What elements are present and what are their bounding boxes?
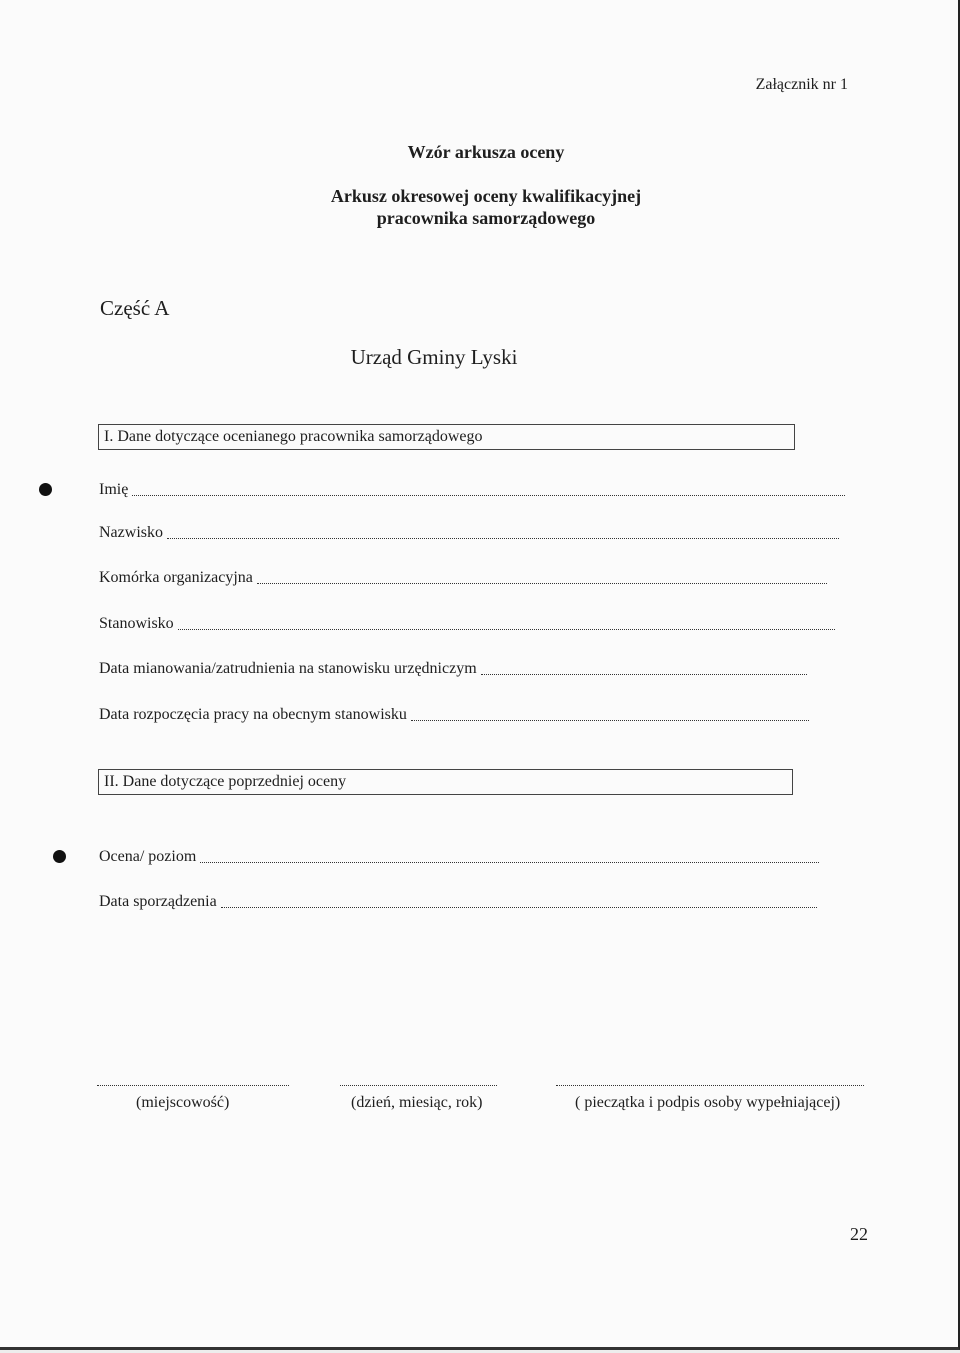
field-label: Komórka organizacyjna <box>99 569 253 586</box>
dotted-fill-line <box>200 861 819 863</box>
signature-label-date: (dzień, miesiąc, rok) <box>351 1094 483 1111</box>
part-label: Część A <box>100 296 170 320</box>
field-label: Data sporządzenia <box>99 893 217 910</box>
office-name: Urząd Gminy Lyski <box>350 345 518 369</box>
dotted-fill-line <box>481 673 807 675</box>
sheet-title-line1: Arkusz okresowej oceny kwalifikacyjnej <box>330 186 642 206</box>
field-prepared-date[interactable] <box>99 893 817 911</box>
dotted-fill-line <box>167 537 839 539</box>
field-label: Imię <box>99 481 129 498</box>
signature-line-stamp[interactable] <box>556 1084 864 1086</box>
field-start-date[interactable] <box>99 706 809 724</box>
dotted-fill-line <box>411 719 809 721</box>
field-label: Stanowisko <box>99 615 174 632</box>
field-label: Nazwisko <box>99 524 163 541</box>
field-label: Data rozpoczęcia pracy na obecnym stanowisku <box>99 706 407 723</box>
field-position[interactable] <box>99 615 835 633</box>
page-number: 22 <box>850 1224 868 1244</box>
dotted-fill-line <box>257 582 827 584</box>
sheet-title-line2: pracownika samorządowego <box>376 208 596 228</box>
dotted-fill-line <box>178 628 835 630</box>
dotted-fill-line <box>132 494 845 496</box>
section2-header: II. Dane dotyczące poprzedniej oceny <box>98 769 793 795</box>
signature-line-place[interactable] <box>97 1084 289 1086</box>
field-department[interactable] <box>99 569 827 587</box>
signature-label-stamp: ( pieczątka i podpis osoby wypełniającej) <box>575 1094 841 1111</box>
signature-line-date[interactable] <box>340 1084 497 1086</box>
punch-hole-mark <box>39 483 52 496</box>
field-grade-level[interactable] <box>99 848 819 866</box>
signature-label-place: (miejscowość) <box>136 1094 230 1111</box>
field-first-name[interactable] <box>99 481 845 499</box>
attachment-label: Załącznik nr 1 <box>755 76 848 93</box>
field-appointment-date[interactable] <box>99 660 807 678</box>
section1-header: I. Dane dotyczące ocenianego pracownika samorządowego <box>98 424 795 450</box>
dotted-fill-line <box>221 906 817 908</box>
field-label: Ocena/ poziom <box>99 848 197 865</box>
punch-hole-mark <box>53 850 66 863</box>
field-last-name[interactable] <box>99 524 839 542</box>
form-title: Wzór arkusza oceny <box>407 142 565 162</box>
field-label: Data mianowania/zatrudnienia na stanowisku urzędniczym <box>99 660 477 677</box>
